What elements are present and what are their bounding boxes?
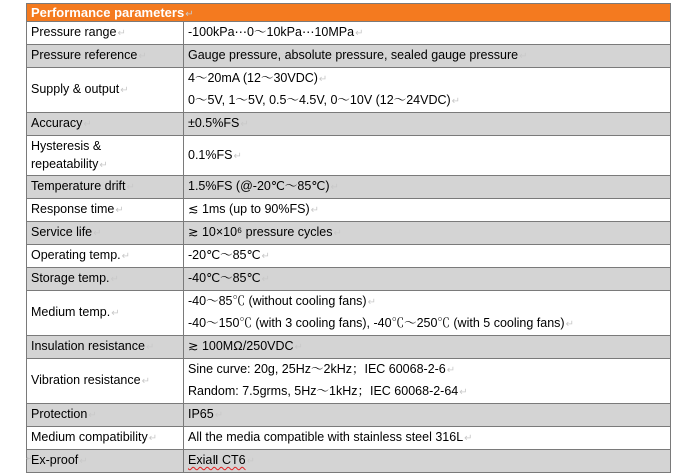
value-line: -40～150℃ (with 3 cooling fans), -40℃～250℃ (with 5 cooling fans)↵ xyxy=(188,316,574,330)
row-label: Hysteresis & repeatability↵ xyxy=(27,136,184,176)
return-mark-icon: ↵ xyxy=(99,159,108,171)
return-mark-icon: ↵ xyxy=(355,28,364,39)
return-mark-icon: ↵ xyxy=(446,365,456,376)
table-row xyxy=(27,222,671,245)
row-value: -100kPa⋯0～10kPa⋯10MPa↵ xyxy=(184,22,671,45)
table-row xyxy=(27,336,671,359)
return-mark-icon: ↵ xyxy=(138,51,147,62)
table-row xyxy=(27,291,671,336)
row-value xyxy=(184,450,671,473)
row-value xyxy=(184,359,671,404)
row-value: 1.5%FS (@-20℃～85℃)↵ xyxy=(184,176,671,199)
return-mark-icon: ↵ xyxy=(111,308,120,319)
return-mark-icon: ↵ xyxy=(233,150,242,162)
row-label: Pressure reference↵ xyxy=(27,45,184,68)
row-label: Ex-proof↵ xyxy=(27,450,184,473)
return-mark-icon: ↵ xyxy=(126,182,135,193)
row-label: Accuracy↵ xyxy=(27,113,184,136)
table-row xyxy=(27,450,671,473)
table-row xyxy=(27,268,671,291)
row-label: Medium temp.↵ xyxy=(27,291,184,336)
return-mark-icon: ↵ xyxy=(214,410,224,421)
return-mark-icon: ↵ xyxy=(464,433,473,444)
return-mark-icon: ↵ xyxy=(459,387,468,398)
return-mark-icon: ↵ xyxy=(261,274,270,285)
return-mark-icon: ↵ xyxy=(330,182,339,193)
row-label: Storage temp.↵ xyxy=(27,268,184,291)
return-mark-icon: ↵ xyxy=(246,456,255,467)
return-mark-icon: ↵ xyxy=(451,96,461,107)
row-value: ≳ 100MΩ/250VDC↵ xyxy=(184,336,671,359)
return-mark-icon: ↵ xyxy=(141,376,150,387)
row-value: All the media compatible with stainless steel 316L↵ xyxy=(184,427,671,450)
table-row xyxy=(27,176,671,199)
return-mark-icon: ↵ xyxy=(110,274,119,285)
return-mark-icon: ↵ xyxy=(367,297,376,308)
return-mark-icon: ↵ xyxy=(185,9,194,20)
return-mark-icon: ↵ xyxy=(240,119,249,130)
row-value xyxy=(184,291,671,336)
value-line: -40～85℃ (without cooling fans)↵ xyxy=(188,294,376,308)
section-title: Performance parameters xyxy=(31,5,185,20)
row-label: Pressure range↵ xyxy=(27,22,184,45)
row-label: Protection↵ xyxy=(27,404,184,427)
return-mark-icon: ↵ xyxy=(88,410,97,421)
table-row xyxy=(27,113,671,136)
return-mark-icon: ↵ xyxy=(79,456,88,467)
value-line: Random: 7.5grms, 5Hz～1kHz；IEC 60068-2-64↵ xyxy=(188,384,468,398)
row-value: -20℃～85℃↵ xyxy=(184,245,671,268)
row-label: Temperature drift↵ xyxy=(27,176,184,199)
row-value: ≳ 10×10⁶ pressure cycles↵ xyxy=(184,222,671,245)
return-mark-icon: ↵ xyxy=(565,319,574,330)
row-label: Vibration resistance↵ xyxy=(27,359,184,404)
table-row xyxy=(27,359,671,404)
row-value: ≲ 1ms (up to 90%FS)↵ xyxy=(184,199,671,222)
table-row xyxy=(27,45,671,68)
return-mark-icon: ↵ xyxy=(294,342,303,353)
row-label: Supply & output↵ xyxy=(27,68,184,113)
section-header xyxy=(26,3,671,21)
row-label: Medium compatibility↵ xyxy=(27,427,184,450)
row-value: IP65↵ xyxy=(184,404,671,427)
row-value: ±0.5%FS↵ xyxy=(184,113,671,136)
return-mark-icon: ↵ xyxy=(333,228,342,239)
return-mark-icon: ↵ xyxy=(145,342,155,353)
value-line: 4～20mA (12～30VDC)↵ xyxy=(188,71,328,85)
paragraph-end-mark-icon: ↵ xyxy=(26,454,33,463)
return-mark-icon: ↵ xyxy=(93,228,102,239)
return-mark-icon: ↵ xyxy=(318,74,328,85)
spellcheck-word: ExiaⅡ CT6 xyxy=(188,453,246,467)
table-row xyxy=(27,68,671,113)
row-value: Gauge pressure, absolute pressure, sealed gauge pressure↵ xyxy=(184,45,671,68)
table-row xyxy=(27,22,671,45)
table-row xyxy=(27,136,671,176)
return-mark-icon: ↵ xyxy=(519,51,528,62)
row-value xyxy=(184,68,671,113)
row-label: Response time↵ xyxy=(27,199,184,222)
spec-sheet xyxy=(26,3,671,473)
table-row xyxy=(27,427,671,450)
table-row xyxy=(27,404,671,427)
value-line: Sine curve: 20g, 25Hz～2kHz；IEC 60068-2-6↵ xyxy=(188,362,456,376)
table-row xyxy=(27,245,671,268)
return-mark-icon: ↵ xyxy=(115,205,124,216)
return-mark-icon: ↵ xyxy=(83,119,92,130)
table-row xyxy=(27,199,671,222)
return-mark-icon: ↵ xyxy=(121,251,131,262)
row-value: -40℃～85℃↵ xyxy=(184,268,671,291)
return-mark-icon: ↵ xyxy=(261,251,270,262)
return-mark-icon: ↵ xyxy=(117,28,126,39)
row-value: 0.1%FS↵ xyxy=(184,136,671,176)
return-mark-icon: ↵ xyxy=(120,85,129,96)
row-label: Service life↵ xyxy=(27,222,184,245)
row-label: Operating temp.↵ xyxy=(27,245,184,268)
row-label: Insulation resistance↵ xyxy=(27,336,184,359)
performance-table xyxy=(26,21,671,473)
return-mark-icon: ↵ xyxy=(148,433,158,444)
return-mark-icon: ↵ xyxy=(310,205,320,216)
value-line: 0～5V, 1～5V, 0.5～4.5V, 0～10V (12～24VDC)↵ xyxy=(188,93,461,107)
